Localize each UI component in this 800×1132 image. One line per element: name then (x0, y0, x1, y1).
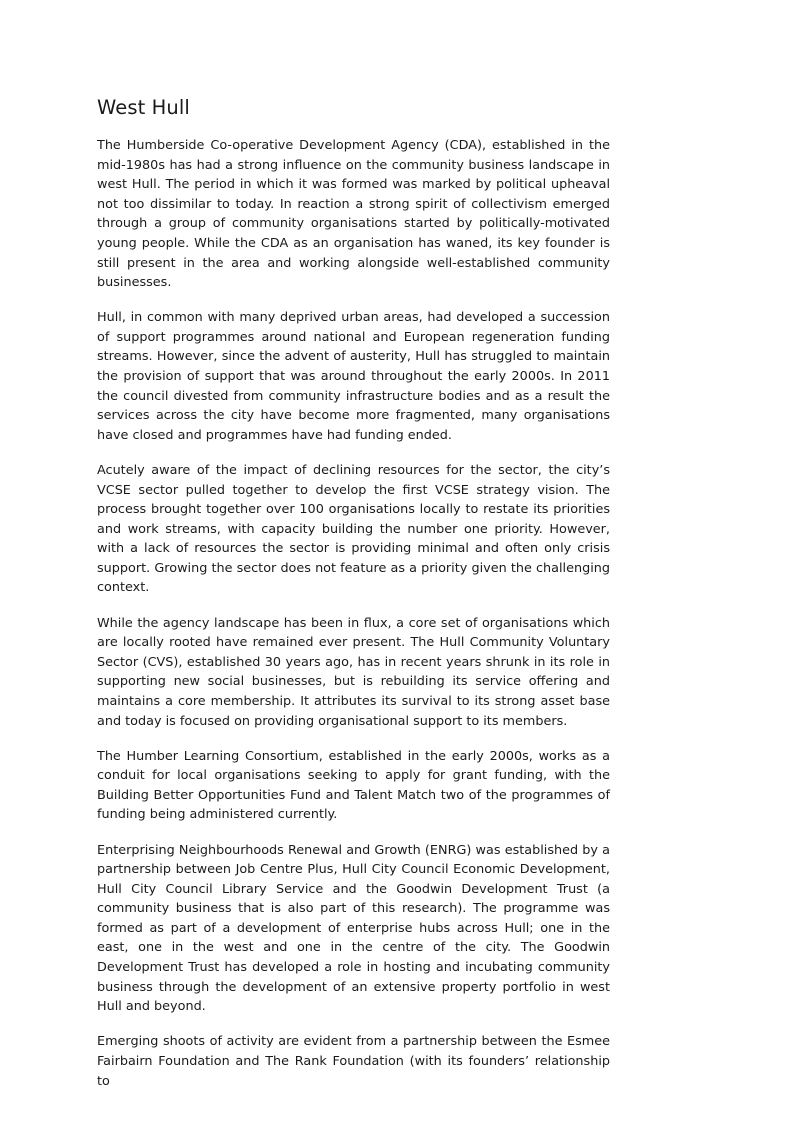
paragraph-vcse-strategy: Acutely aware of the impact of declining resources for the sector, the city’s VCSE sector pulled together to develop the first VCSE strategy vision. The process brought together over 100 organisations locally to restate its priorities and work streams, with capacity building the number one priority. However, with a lack of resources the sector is providing minimal and often only crisis support. Growing the sector does not feature as a priority given the challenging context. (97, 462, 610, 596)
paragraph-enrg: Enterprising Neighbourhoods Renewal and Growth (ENRG) was established by a partnership between Job Centre Plus, Hull City Council Economic Development, Hull City Council Library Service and the Goodwin Development Trust (a community business that is also part of this research). The programme was formed as part of a development of enterprise hubs across Hull; one in the east, one in the west and one in the centre of the city. The Goodwin Development Trust has developed a role in hosting and incubating community business through the development of an extensive property portfolio in west Hull and beyond. (97, 842, 610, 1015)
paragraph-cda: The Humberside Co-operative Development Agency (CDA), established in the mid-1980s has had a strong influence on the community business landscape in west Hull. The period in which it was formed was marked by political upheaval not too dissimilar to today. In reaction a strong spirit of collectivism emerged through a group of community organisations started by politically-motivated young people. While the CDA as an organisation has waned, its key founder is still present in the area and working alongside well-established community businesses. (97, 138, 610, 291)
paragraph-hull-cvs: While the agency landscape has been in flux, a core set of organisations which are locally rooted have remained ever present. The Hull Community Voluntary Sector (CVS), established 30 years ago, has in recent years shrunk in its role in supporting new social businesses, but is rebuilding its service offering and maintains a core membership. It attributes its survival to its strong asset base and today is focused on providing organisational support to its members. (97, 615, 610, 729)
document-page (97, 96, 610, 1107)
section-heading: West Hull (97, 96, 190, 119)
paragraph-learning-consortium: The Humber Learning Consortium, established in the early 2000s, works as a conduit for local organisations seeking to apply for grant funding, with the Building Better Opportunities Fund and Talent Match two of the programmes of funding being administered currently. (97, 748, 610, 823)
paragraph-emerging-shoots: Emerging shoots of activity are evident from a partnership between the Esmee Fairbairn Foundation and The Rank Foundation (with its founders’ relationship to (97, 1034, 610, 1089)
paragraph-support-programmes: Hull, in common with many deprived urban areas, had developed a succession of support programmes around national and European regeneration funding streams. However, since the advent of austerity, Hull has struggled to maintain the provision of support that was around throughout the early 2000s. In 2011 the council divested from community infrastructure bodies and as a result the services across the city have become more fragmented, many organisations have closed and programmes have had funding ended. (97, 310, 610, 443)
